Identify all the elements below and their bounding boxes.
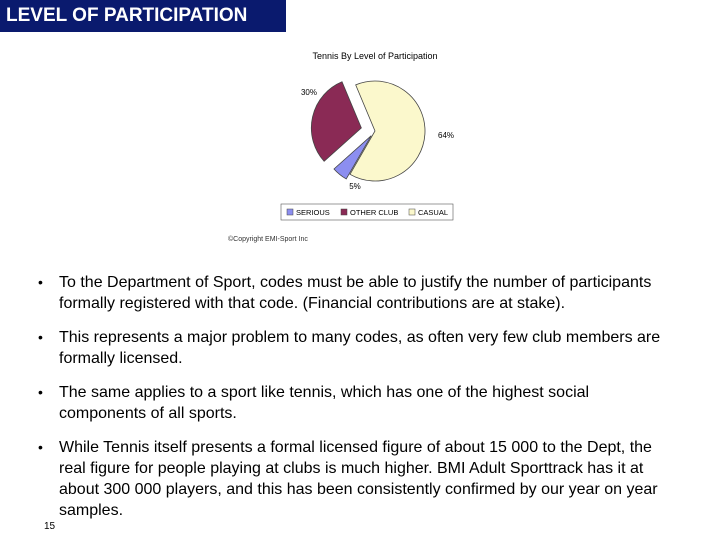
legend-label: SERIOUS bbox=[296, 208, 330, 217]
chart-legend bbox=[281, 204, 453, 220]
bullet-marker: • bbox=[38, 384, 43, 400]
bullet-item bbox=[38, 382, 678, 424]
bullet-item bbox=[38, 437, 678, 521]
chart-copyright: ©Copyright EMI-Sport Inc bbox=[228, 236, 308, 243]
bullet-item bbox=[38, 327, 678, 369]
pie-data-label: 64% bbox=[438, 131, 455, 140]
bullet-marker: • bbox=[38, 274, 43, 290]
pie-data-label: 30% bbox=[300, 88, 317, 97]
bullet-text: To the Department of Sport, codes must be able to justify the number of participants formally registered with that code. (Financial contributions are at stake). bbox=[59, 274, 652, 312]
legend-swatch bbox=[287, 209, 293, 215]
bullet-text: While Tennis itself presents a formal licensed figure of about 15 000 to the Dept, the real figure for people playing at clubs is much higher. BMI Adult Sporttrack has it at about 300 000 players, and this has been consistently confirmed by our year on year samples. bbox=[59, 439, 658, 519]
pie-chart-svg bbox=[225, 44, 465, 249]
page-number: 15 bbox=[44, 521, 56, 532]
legend-label: CASUAL bbox=[418, 208, 449, 217]
bullet-text: The same applies to a sport like tennis, which has one of the highest social components of all sports. bbox=[59, 384, 590, 422]
legend-label: OTHER CLUB bbox=[350, 208, 399, 217]
bullet-list bbox=[38, 272, 678, 534]
slide-title: LEVEL OF PARTICIPATION bbox=[0, 0, 286, 32]
pie-chart bbox=[225, 44, 465, 249]
bullet-marker: • bbox=[38, 439, 43, 455]
pie-slice-casual bbox=[350, 81, 425, 181]
pie-data-label: 5% bbox=[349, 182, 361, 191]
legend-swatch bbox=[341, 209, 347, 215]
bullet-text: This represents a major problem to many codes, as often very few club members are formally licensed. bbox=[59, 329, 661, 367]
legend-swatch bbox=[409, 209, 415, 215]
bullet-item bbox=[38, 272, 678, 314]
bullet-marker: • bbox=[38, 329, 43, 345]
pie-slices bbox=[311, 81, 425, 181]
chart-title: Tennis By Level of Participation bbox=[312, 51, 438, 61]
pie-slice-other-club bbox=[311, 82, 361, 161]
